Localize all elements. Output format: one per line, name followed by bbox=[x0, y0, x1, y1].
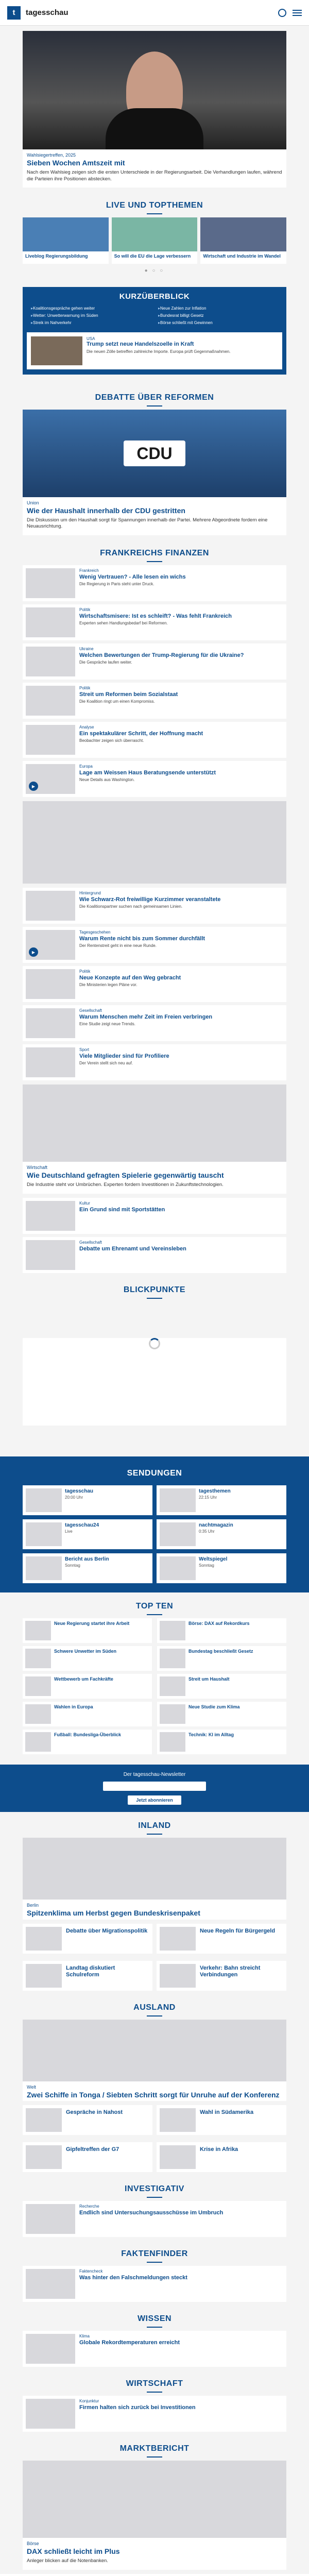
site-header bbox=[0, 0, 309, 26]
kurz-item[interactable]: ▸ Börse schließt mit Gewinnen bbox=[158, 320, 278, 326]
wide-card[interactable] bbox=[23, 801, 286, 884]
list-item[interactable]: Debatte über Migrationspolitik bbox=[23, 1924, 152, 1954]
newsletter-box: Der tagesschau-Newsletter Jetzt abonnieren bbox=[0, 1765, 309, 1812]
kurzueberblick-box bbox=[23, 287, 286, 375]
markt-card[interactable]: Börse DAX schließt leicht im Plus Anleger blicken auf die Notenbanken. bbox=[23, 2461, 286, 2570]
section-title-markt: MARKTBERICHT bbox=[23, 2435, 286, 2461]
newsletter-button[interactable]: Jetzt abonnieren bbox=[128, 1795, 181, 1805]
list-item[interactable]: Wahl in Südamerika bbox=[157, 2105, 286, 2135]
topten-item[interactable]: Fußball: Bundesliga-Überblick bbox=[23, 1730, 152, 1754]
topten-item[interactable]: Neue Studie zum Klima bbox=[157, 1702, 286, 1726]
list-item[interactable]: Klima Globale Rekordtemperaturen erreicht bbox=[23, 2331, 286, 2367]
list-item[interactable]: Frankreich Wenig Vertrauen? - Alle lesen ein wichs Die Regierung in Paris steht unter Druck. bbox=[23, 565, 286, 601]
list-item[interactable]: Krise in Afrika bbox=[157, 2142, 286, 2172]
kurz-feature[interactable]: USA Trump setzt neue Handelszoelle in Kraft Die neuen Zölle betreffen zahlreiche Importe. Europa prüft Gegenmaßnahmen. bbox=[27, 332, 282, 369]
list-item[interactable]: Recherche Endlich sind Untersuchungsausschüsse im Umbruch bbox=[23, 2201, 286, 2237]
list-item[interactable]: Hintergrund Wie Schwarz-Rot freiwillige Kurzimmer veranstaltete Die Koalitionspartner suchen nach gemeinsamen Linien. bbox=[23, 888, 286, 924]
logo-icon[interactable]: t bbox=[7, 6, 21, 20]
list-item[interactable]: Politik Wirtschaftsmisere: Ist es schleift? - Was fehlt Frankreich Experten sehen Handlungsbedarf bei Reformen. bbox=[23, 604, 286, 640]
list-item[interactable]: Sport Viele Mitglieder sind für Profiliere Der Verein stellt sich neu auf. bbox=[23, 1044, 286, 1080]
carousel-dots[interactable]: ● ○ ○ bbox=[144, 267, 165, 274]
live-item[interactable]: Wirtschaft und Industrie im Wandel bbox=[200, 217, 286, 263]
list-item[interactable]: Gesellschaft Debatte um Ehrenamt und Vereinsleben bbox=[23, 1237, 286, 1273]
kurz-item[interactable]: ▸ Wetter: Unwetterwarnung im Süden bbox=[31, 313, 151, 318]
hero-title[interactable]: Sieben Wochen Amtszeit mit bbox=[27, 159, 125, 167]
section-title-fakten: FAKTENFINDER bbox=[23, 2240, 286, 2266]
section-title-wirt: WIRTSCHAFT bbox=[23, 2370, 286, 2396]
ausland-lead[interactable]: Welt Zwei Schiffe in Tonga / Siebten Schritt sorgt für Unruhe auf der Konferenz bbox=[23, 2020, 286, 2102]
list-item[interactable]: Analyse Ein spektakulärer Schritt, der Hoffnung macht Beobachter zeigen sich überrascht. bbox=[23, 722, 286, 758]
live-row bbox=[23, 217, 286, 263]
feature-card[interactable]: Wirtschaft Wie Deutschland gefragten Spielerie gegenwärtig tauscht Die Industrie steht vor Umbrüchen. Experten fordern Investitionen in Zukunftstechnologien. bbox=[23, 1084, 286, 1194]
list-item[interactable]: Konjunktur Firmen halten sich zurück bei Investitionen bbox=[23, 2396, 286, 2432]
sendung-item[interactable]: Bericht aus Berlin Sonntag bbox=[23, 1553, 152, 1583]
cdu-logo: CDU bbox=[124, 440, 185, 466]
list-item[interactable]: Neue Regeln für Bürgergeld bbox=[157, 1924, 286, 1954]
play-icon: ▶ bbox=[29, 947, 38, 957]
footer bbox=[0, 2574, 309, 2576]
section-title-ausland: AUSLAND bbox=[23, 1994, 286, 2020]
kurz-feature-image bbox=[31, 336, 82, 365]
search-icon[interactable] bbox=[278, 9, 286, 17]
topten-item[interactable]: Streit um Haushalt bbox=[157, 1674, 286, 1699]
list-item[interactable]: ▶ Tagesgeschehen Warum Rente nicht bis zum Sommer durchfällt Der Rentenstreit geht in eine neue Runde. bbox=[23, 927, 286, 963]
section-title-kurz: KURZÜBERBLICK bbox=[119, 292, 190, 301]
list-item[interactable]: Faktencheck Was hinter den Falschmeldungen steckt bbox=[23, 2266, 286, 2302]
list-item[interactable]: Politik Streit um Reformen beim Sozialstaat Die Koalition ringt um einen Kompromiss. bbox=[23, 683, 286, 719]
hero-kicker: Wahlsiegertreffen, 2025 bbox=[27, 152, 76, 158]
hero-image bbox=[23, 31, 286, 149]
list-item[interactable]: Verkehr: Bahn streicht Verbindungen bbox=[157, 1961, 286, 1991]
list-item[interactable]: Gespräche in Nahost bbox=[23, 2105, 152, 2135]
kurz-item[interactable]: ▸ Neue Zahlen zur Inflation bbox=[158, 306, 278, 311]
section-title-invest: INVESTIGATIV bbox=[23, 2175, 286, 2201]
sendung-item[interactable]: tagesschau24 Live bbox=[23, 1519, 152, 1549]
section-title-blick: BLICKPUNKTE bbox=[23, 1276, 286, 1302]
list-item[interactable]: Landtag diskutiert Schulreform bbox=[23, 1961, 152, 1991]
sendungen-section: SENDUNGEN tagesschau 20:00 Uhr tagesthemen 22:15 Uhr tagesschau24 Live nachtmagazin 0:35 Uhr Bericht aus Berlin Sonntag Weltspiegel Sonntag bbox=[0, 1456, 309, 1592]
list-item[interactable]: Politik Neue Konzepte auf den Weg gebracht Die Ministerien legen Pläne vor. bbox=[23, 966, 286, 1002]
live-item[interactable]: So will die EU die Lage verbessern bbox=[112, 217, 198, 263]
section-title-fin: FRANKREICHS FINANZEN bbox=[23, 539, 286, 565]
debatte-card[interactable]: CDU Union Wie der Haushalt innerhalb der CDU gestritten Die Diskussion um den Haushalt sorgt für Spannungen innerhalb der Partei. Mehrere Abgeordnete fordern eine Neuausrichtung. bbox=[23, 410, 286, 535]
sendung-item[interactable]: nachtmagazin 0:35 Uhr bbox=[157, 1519, 286, 1549]
list-item[interactable]: Ukraine Welchen Bewertungen der Trump-Regierung für die Ukraine? Die Gespräche laufen weiter. bbox=[23, 643, 286, 680]
menu-icon[interactable] bbox=[293, 10, 302, 16]
hero-card[interactable] bbox=[23, 31, 286, 188]
topten-item[interactable]: Schwere Unwetter im Süden bbox=[23, 1646, 152, 1671]
kurz-item[interactable]: ▸ Bundesrat billigt Gesetz bbox=[158, 313, 278, 318]
list-item[interactable]: Gesellschaft Warum Menschen mehr Zeit im Freien verbringen Eine Studie zeigt neue Trends. bbox=[23, 1005, 286, 1041]
section-title-wissen: WISSEN bbox=[23, 2305, 286, 2331]
cdu-image bbox=[23, 410, 286, 497]
list-item[interactable]: Gipfeltreffen der G7 bbox=[23, 2142, 152, 2172]
sendung-item[interactable]: tagesschau 20:00 Uhr bbox=[23, 1485, 152, 1515]
loading-spinner-icon bbox=[149, 1338, 160, 1349]
section-title-live: LIVE UND TOPTHEMEN bbox=[23, 192, 286, 217]
topten-item[interactable]: Börse: DAX auf Rekordkurs bbox=[157, 1618, 286, 1643]
site-title[interactable]: tagesschau bbox=[26, 8, 68, 17]
inland-lead[interactable]: Berlin Spitzenklima um Herbst gegen Bundeskrisenpaket bbox=[23, 1838, 286, 1920]
kurz-item[interactable]: ▸ Streik im Nahverkehr bbox=[31, 320, 151, 326]
section-title-debatte: DEBATTE ÜBER REFORMEN bbox=[23, 384, 286, 410]
list-item[interactable]: Kultur Ein Grund sind mit Sportstätten bbox=[23, 1198, 286, 1234]
topten-item[interactable]: Technik: KI im Alltag bbox=[157, 1730, 286, 1754]
topten-item[interactable]: Bundestag beschließt Gesetz bbox=[157, 1646, 286, 1671]
hero-teaser: Nach dem Wahlsieg zeigen sich die ersten Unterschiede in der Regierungsarbeit. Die Verhandlungen laufen, während die Parteien ihre Positionen abstecken. bbox=[27, 169, 282, 182]
section-title-topten: TOP TEN bbox=[23, 1592, 286, 1618]
topten-item[interactable]: Wahlen in Europa bbox=[23, 1702, 152, 1726]
section-title-inland: INLAND bbox=[23, 1812, 286, 1838]
sendung-item[interactable]: Weltspiegel Sonntag bbox=[157, 1553, 286, 1583]
kurz-item[interactable]: ▸ Koalitionsgespräche gehen weiter bbox=[31, 306, 151, 311]
live-item[interactable]: Liveblog Regierungsbildung bbox=[23, 217, 109, 263]
topten-item[interactable]: Wettbewerb um Fachkräfte bbox=[23, 1674, 152, 1699]
play-icon: ▶ bbox=[29, 782, 38, 791]
loading-area bbox=[23, 1338, 286, 1426]
sendung-item[interactable]: tagesthemen 22:15 Uhr bbox=[157, 1485, 286, 1515]
list-item[interactable]: ▶ Europa Lage am Weissen Haus Beratungsende unterstützt Neue Details aus Washington. bbox=[23, 761, 286, 797]
newsletter-input[interactable] bbox=[103, 1782, 206, 1791]
topten-item[interactable]: Neue Regierung startet ihre Arbeit bbox=[23, 1618, 152, 1643]
